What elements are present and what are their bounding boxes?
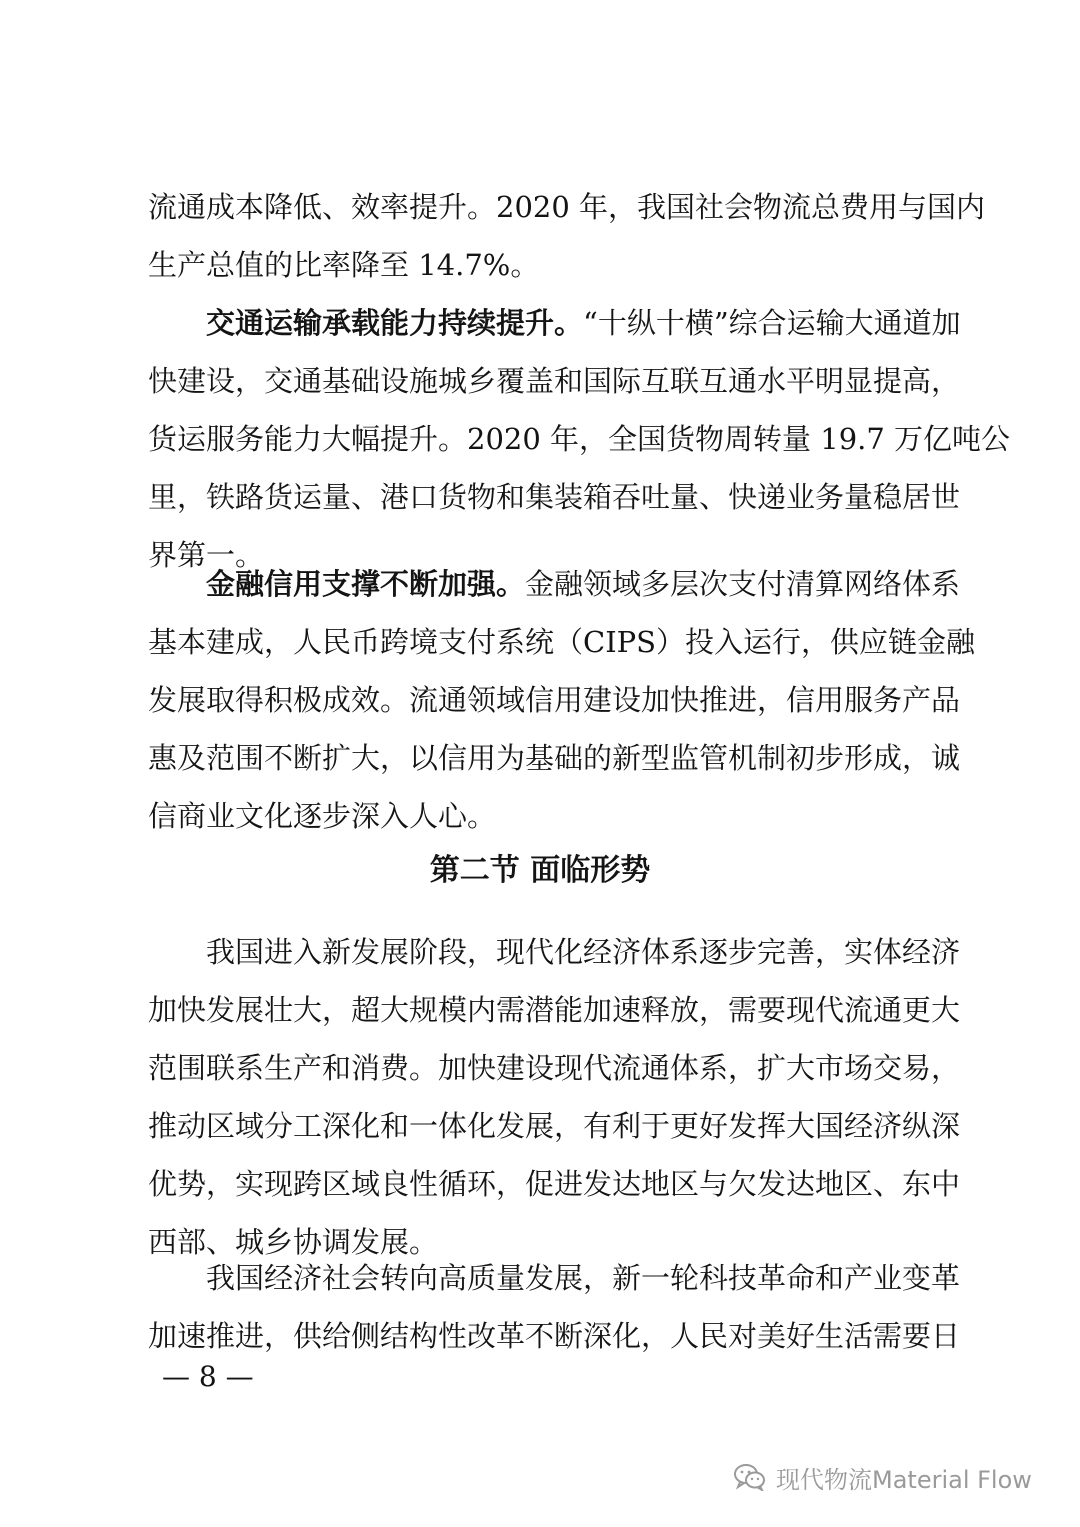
paragraph-5 xyxy=(148,1249,961,1365)
paragraph-line: 优势，实现跨区域良性循环，促进发达地区与欠发达地区、东中 xyxy=(148,1167,961,1201)
paragraph-line: 我国进入新发展阶段，现代化经济体系逐步完善，实体经济 xyxy=(206,935,961,969)
paragraph-4 xyxy=(148,923,961,1271)
page-number: — 8 — xyxy=(162,1360,254,1393)
paragraph-line: 里，铁路货运量、港口货物和集装箱吞吐量、快递业务量稳居世 xyxy=(148,480,961,514)
paragraph-1 xyxy=(148,178,986,294)
paragraph-text: “十纵十横”综合运输大通道加 xyxy=(583,306,961,340)
paragraph-text: 金融领域多层次支付清算网络体系 xyxy=(525,567,961,601)
paragraph-3 xyxy=(148,555,976,845)
paragraph-lead: 交通运输承载能力持续提升。 xyxy=(206,306,584,340)
paragraph-first-line xyxy=(148,555,961,613)
paragraph-line: 货运服务能力大幅提升。2020 年，全国货物周转量 19.7 万亿吨公 xyxy=(148,422,1011,456)
paragraph-line: 推动区域分工深化和一体化发展，有利于更好发挥大国经济纵深 xyxy=(148,1109,961,1143)
paragraph-lead: 金融信用支撑不断加强。 xyxy=(206,567,526,601)
paragraph-line: 基本建成，人民币跨境支付系统（CIPS）投入运行，供应链金融 xyxy=(148,625,976,659)
paragraph-line: 信商业文化逐步深入人心。 xyxy=(148,799,497,833)
paragraph-line: 范围联系生产和消费。加快建设现代流通体系，扩大市场交易， xyxy=(148,1051,961,1085)
wechat-icon xyxy=(734,1463,766,1491)
paragraph-line: 加快发展壮大，超大规模内需潜能加速释放，需要现代流通更大 xyxy=(148,993,961,1027)
section-heading: 第二节 面临形势 xyxy=(429,853,651,888)
paragraph-line: 快建设，交通基础设施城乡覆盖和国际互联互通水平明显提高， xyxy=(148,364,961,398)
watermark-text: 现代物流Material Flow xyxy=(776,1465,1032,1494)
watermark xyxy=(734,1455,1032,1499)
paragraph-line: 加速推进，供给侧结构性改革不断深化，人民对美好生活需要日 xyxy=(148,1319,961,1353)
paragraph-line: 流通成本降低、效率提升。2020 年，我国社会物流总费用与国内 xyxy=(148,190,986,224)
paragraph-line: 界第一。 xyxy=(148,538,265,572)
paragraph-line: 发展取得积极成效。流通领域信用建设加快推进，信用服务产品 xyxy=(148,683,961,717)
paragraph-line: 生产总值的比率降至 14.7%。 xyxy=(148,248,540,282)
paragraph-line: 西部、城乡协调发展。 xyxy=(148,1225,439,1259)
paragraph-line: 惠及范围不断扩大，以信用为基础的新型监管机制初步形成，诚 xyxy=(148,741,961,775)
paragraph-first-line xyxy=(148,294,961,352)
paragraph-line: 我国经济社会转向高质量发展，新一轮科技革命和产业变革 xyxy=(206,1261,961,1295)
